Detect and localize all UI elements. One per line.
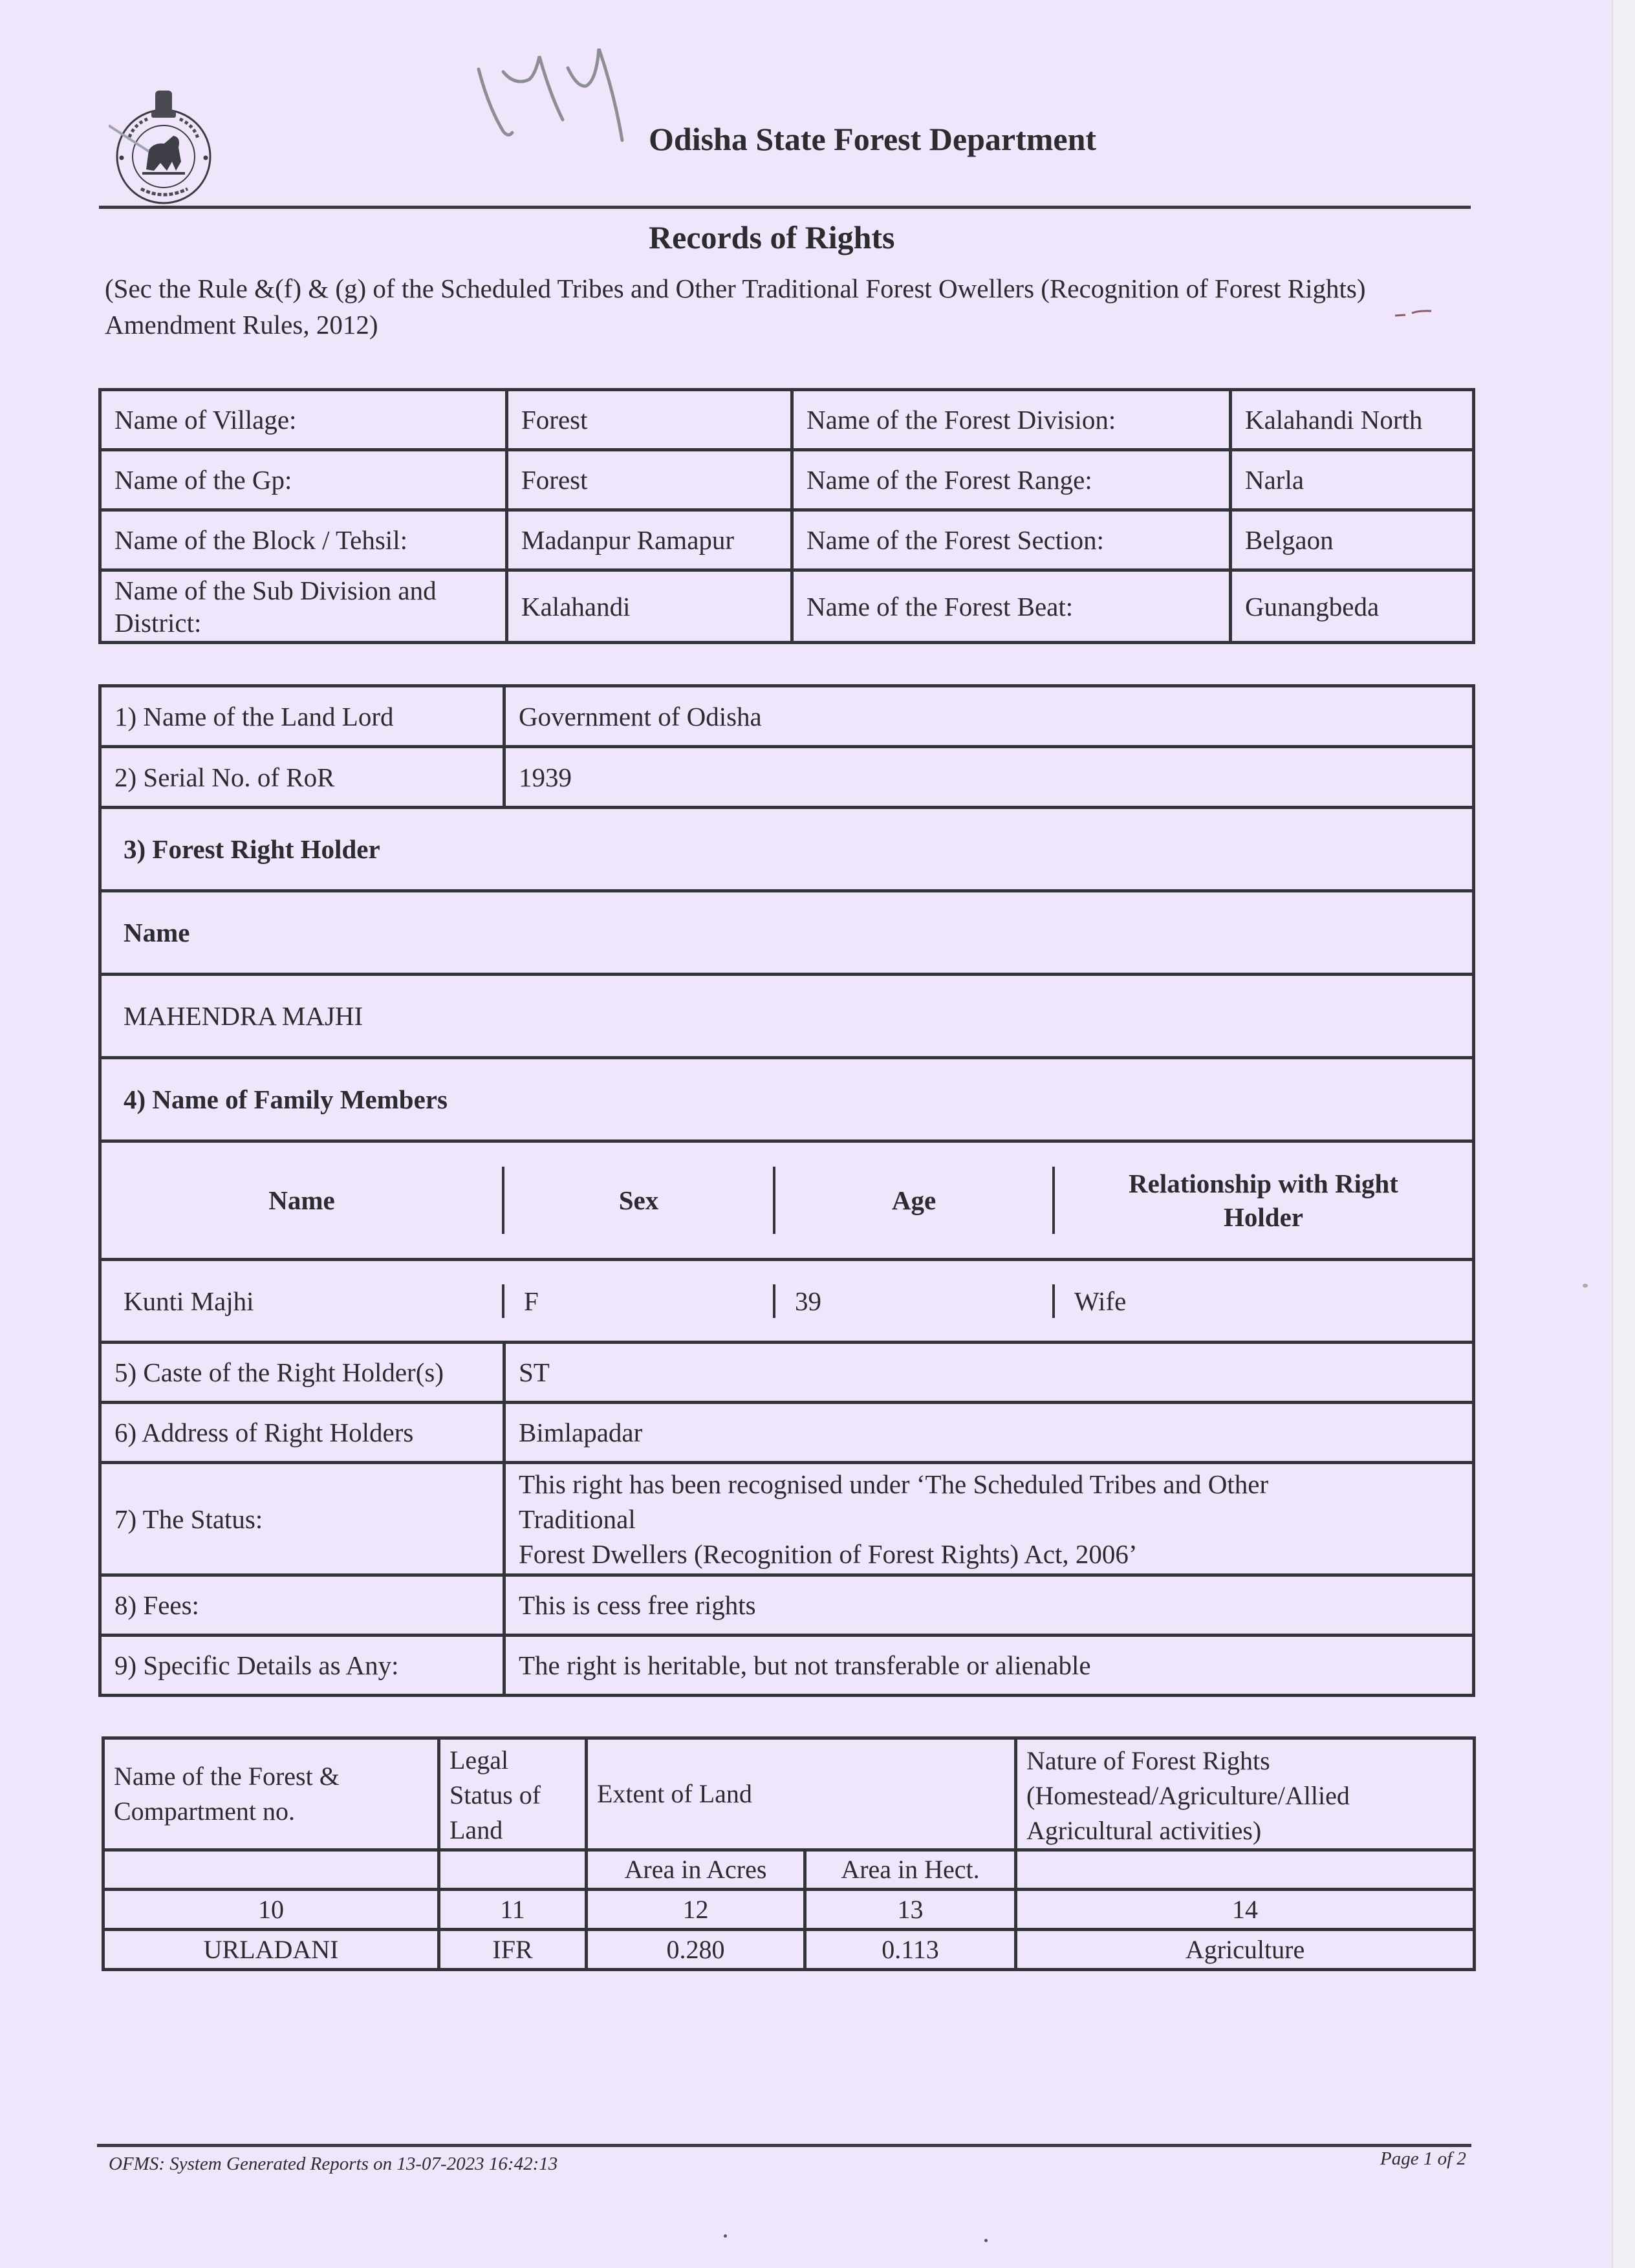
label-status: 7) The Status: bbox=[100, 1463, 504, 1575]
family-member-row bbox=[100, 1260, 1474, 1343]
family-col-sex: Sex bbox=[503, 1167, 774, 1234]
label-caste: 5) Caste of the Right Holder(s) bbox=[100, 1343, 504, 1403]
value-village: Forest bbox=[507, 390, 792, 450]
value-forest-range: Narla bbox=[1231, 450, 1474, 510]
family-member-relationship: Wife bbox=[1054, 1284, 1472, 1318]
table-row bbox=[100, 1403, 1474, 1463]
label-village: Name of Village: bbox=[100, 390, 507, 450]
column-number: 11 bbox=[439, 1890, 587, 1930]
family-col-name: Name bbox=[268, 1185, 335, 1215]
value-serial-no: 1939 bbox=[504, 747, 1474, 808]
table-row bbox=[100, 510, 1474, 570]
table-row bbox=[100, 975, 1474, 1058]
label-forest-section: Name of the Forest Section: bbox=[792, 510, 1231, 570]
table-row bbox=[100, 1058, 1474, 1141]
nature-of-right: Agriculture bbox=[1016, 1930, 1475, 1970]
value-specific-details: The right is heritable, but not transferable or alienable bbox=[504, 1636, 1474, 1696]
handwritten-note bbox=[453, 49, 634, 165]
label-fees: 8) Fees: bbox=[100, 1575, 504, 1636]
column-number: 14 bbox=[1016, 1890, 1475, 1930]
table-row bbox=[100, 450, 1474, 510]
section-forest-right-holder: 3) Forest Right Holder bbox=[100, 808, 1474, 891]
family-member-cell bbox=[100, 1260, 1474, 1343]
table-row bbox=[100, 747, 1474, 808]
department-name: Odisha State Forest Department bbox=[649, 121, 1097, 157]
area-hect: 0.113 bbox=[805, 1930, 1016, 1970]
paper-speck bbox=[724, 2234, 727, 2238]
page-title: Records of Rights bbox=[649, 219, 895, 255]
value-status bbox=[504, 1463, 1474, 1575]
header-forest-compartment: Name of the Forest & Compartment no. bbox=[103, 1738, 439, 1850]
family-member-age: 39 bbox=[774, 1284, 1054, 1318]
ink-mark bbox=[1394, 309, 1433, 318]
value-fees: This is cess free rights bbox=[504, 1575, 1474, 1636]
label-address: 6) Address of Right Holders bbox=[100, 1403, 504, 1463]
family-header-row bbox=[100, 1141, 1474, 1260]
area-acres: 0.280 bbox=[587, 1930, 805, 1970]
value-forest-section: Belgaon bbox=[1231, 510, 1474, 570]
table-row bbox=[100, 390, 1474, 450]
table-row bbox=[100, 1636, 1474, 1696]
footer-divider bbox=[97, 2144, 1471, 2147]
column-number: 10 bbox=[103, 1890, 439, 1930]
table-row bbox=[100, 1343, 1474, 1403]
header-divider bbox=[99, 206, 1471, 209]
column-number: 13 bbox=[805, 1890, 1016, 1930]
table-row bbox=[100, 1575, 1474, 1636]
paper-speck bbox=[1583, 1284, 1588, 1288]
record-table bbox=[98, 684, 1475, 1697]
value-forest-beat: Gunangbeda bbox=[1231, 570, 1474, 643]
subtitle: (Sec the Rule &(f) & (g) of the Scheduled Tribes and Other Traditional Forest Owellers (Recognition of Forest Rights) Amendment Rules, 2012) bbox=[105, 274, 1366, 340]
header-legal-status: Legal Status of Land bbox=[439, 1738, 587, 1850]
label-gp: Name of the Gp: bbox=[100, 450, 507, 510]
header-area-hect: Area in Hect. bbox=[805, 1850, 1016, 1890]
label-forest-beat: Name of the Forest Beat: bbox=[792, 570, 1231, 643]
land-column-number-row bbox=[103, 1890, 1475, 1930]
label-block: Name of the Block / Tehsil: bbox=[100, 510, 507, 570]
value-gp: Forest bbox=[507, 450, 792, 510]
label-land-lord: 1) Name of the Land Lord bbox=[100, 686, 504, 747]
label-forest-division: Name of the Forest Division: bbox=[792, 390, 1231, 450]
column-number: 12 bbox=[587, 1890, 805, 1930]
land-header-row bbox=[103, 1738, 1475, 1850]
paper-edge bbox=[1612, 0, 1635, 2268]
status-line: Traditional bbox=[519, 1504, 636, 1534]
family-col-age: Age bbox=[774, 1167, 1054, 1234]
table-row bbox=[100, 570, 1474, 643]
label-serial-no: 2) Serial No. of RoR bbox=[100, 747, 504, 808]
family-col-relationship: Relationship with Right Holder bbox=[1054, 1167, 1472, 1234]
family-member-table bbox=[102, 1284, 1472, 1318]
header-nature-of-rights: Nature of Forest Rights (Homestead/Agriculture/Allied Agricultural activities) bbox=[1016, 1738, 1475, 1850]
land-subheader-row bbox=[103, 1850, 1475, 1890]
label-specific-details: 9) Specific Details as Any: bbox=[100, 1636, 504, 1696]
value-caste: ST bbox=[504, 1343, 1474, 1403]
empty-cell bbox=[103, 1850, 439, 1890]
family-member-sex: F bbox=[503, 1284, 774, 1318]
holder-name-label: Name bbox=[100, 891, 1474, 975]
odisha-emblem-icon bbox=[109, 85, 219, 208]
land-table bbox=[102, 1736, 1476, 1971]
header-area-acres: Area in Acres bbox=[587, 1850, 805, 1890]
family-header-cell bbox=[100, 1141, 1474, 1260]
label-forest-range: Name of the Forest Range: bbox=[792, 450, 1231, 510]
paper-speck bbox=[984, 2239, 988, 2242]
value-land-lord: Government of Odisha bbox=[504, 686, 1474, 747]
section-family-members: 4) Name of Family Members bbox=[100, 1058, 1474, 1141]
table-row bbox=[100, 1463, 1474, 1575]
status-line: Forest Dwellers (Recognition of Forest Rights) Act, 2006’ bbox=[519, 1539, 1138, 1569]
legal-status: IFR bbox=[439, 1930, 587, 1970]
table-row bbox=[100, 891, 1474, 975]
table-row bbox=[100, 808, 1474, 891]
value-forest-division: Kalahandi North bbox=[1231, 390, 1474, 450]
land-data-row bbox=[103, 1930, 1475, 1970]
label-sub-division: Name of the Sub Division and District: bbox=[100, 570, 507, 643]
family-member-name: Kunti Majhi bbox=[124, 1286, 254, 1316]
forest-name: URLADANI bbox=[103, 1930, 439, 1970]
page-number: Page 1 of 2 bbox=[1380, 2148, 1466, 2169]
empty-cell bbox=[1016, 1850, 1475, 1890]
table-row bbox=[100, 686, 1474, 747]
empty-cell bbox=[439, 1850, 587, 1890]
location-table bbox=[98, 388, 1475, 644]
value-block: Madanpur Ramapur bbox=[507, 510, 792, 570]
generated-timestamp: OFMS: System Generated Reports on 13-07-2023 16:42:13 bbox=[109, 2154, 558, 2174]
status-line: This right has been recognised under ‘The Scheduled Tribes and Other bbox=[519, 1469, 1269, 1499]
family-header-table bbox=[102, 1167, 1472, 1234]
header-extent-of-land: Extent of Land bbox=[587, 1738, 1016, 1850]
value-address: Bimlapadar bbox=[504, 1403, 1474, 1463]
value-sub-division: Kalahandi bbox=[507, 570, 792, 643]
holder-name-value: MAHENDRA MAJHI bbox=[100, 975, 1474, 1058]
